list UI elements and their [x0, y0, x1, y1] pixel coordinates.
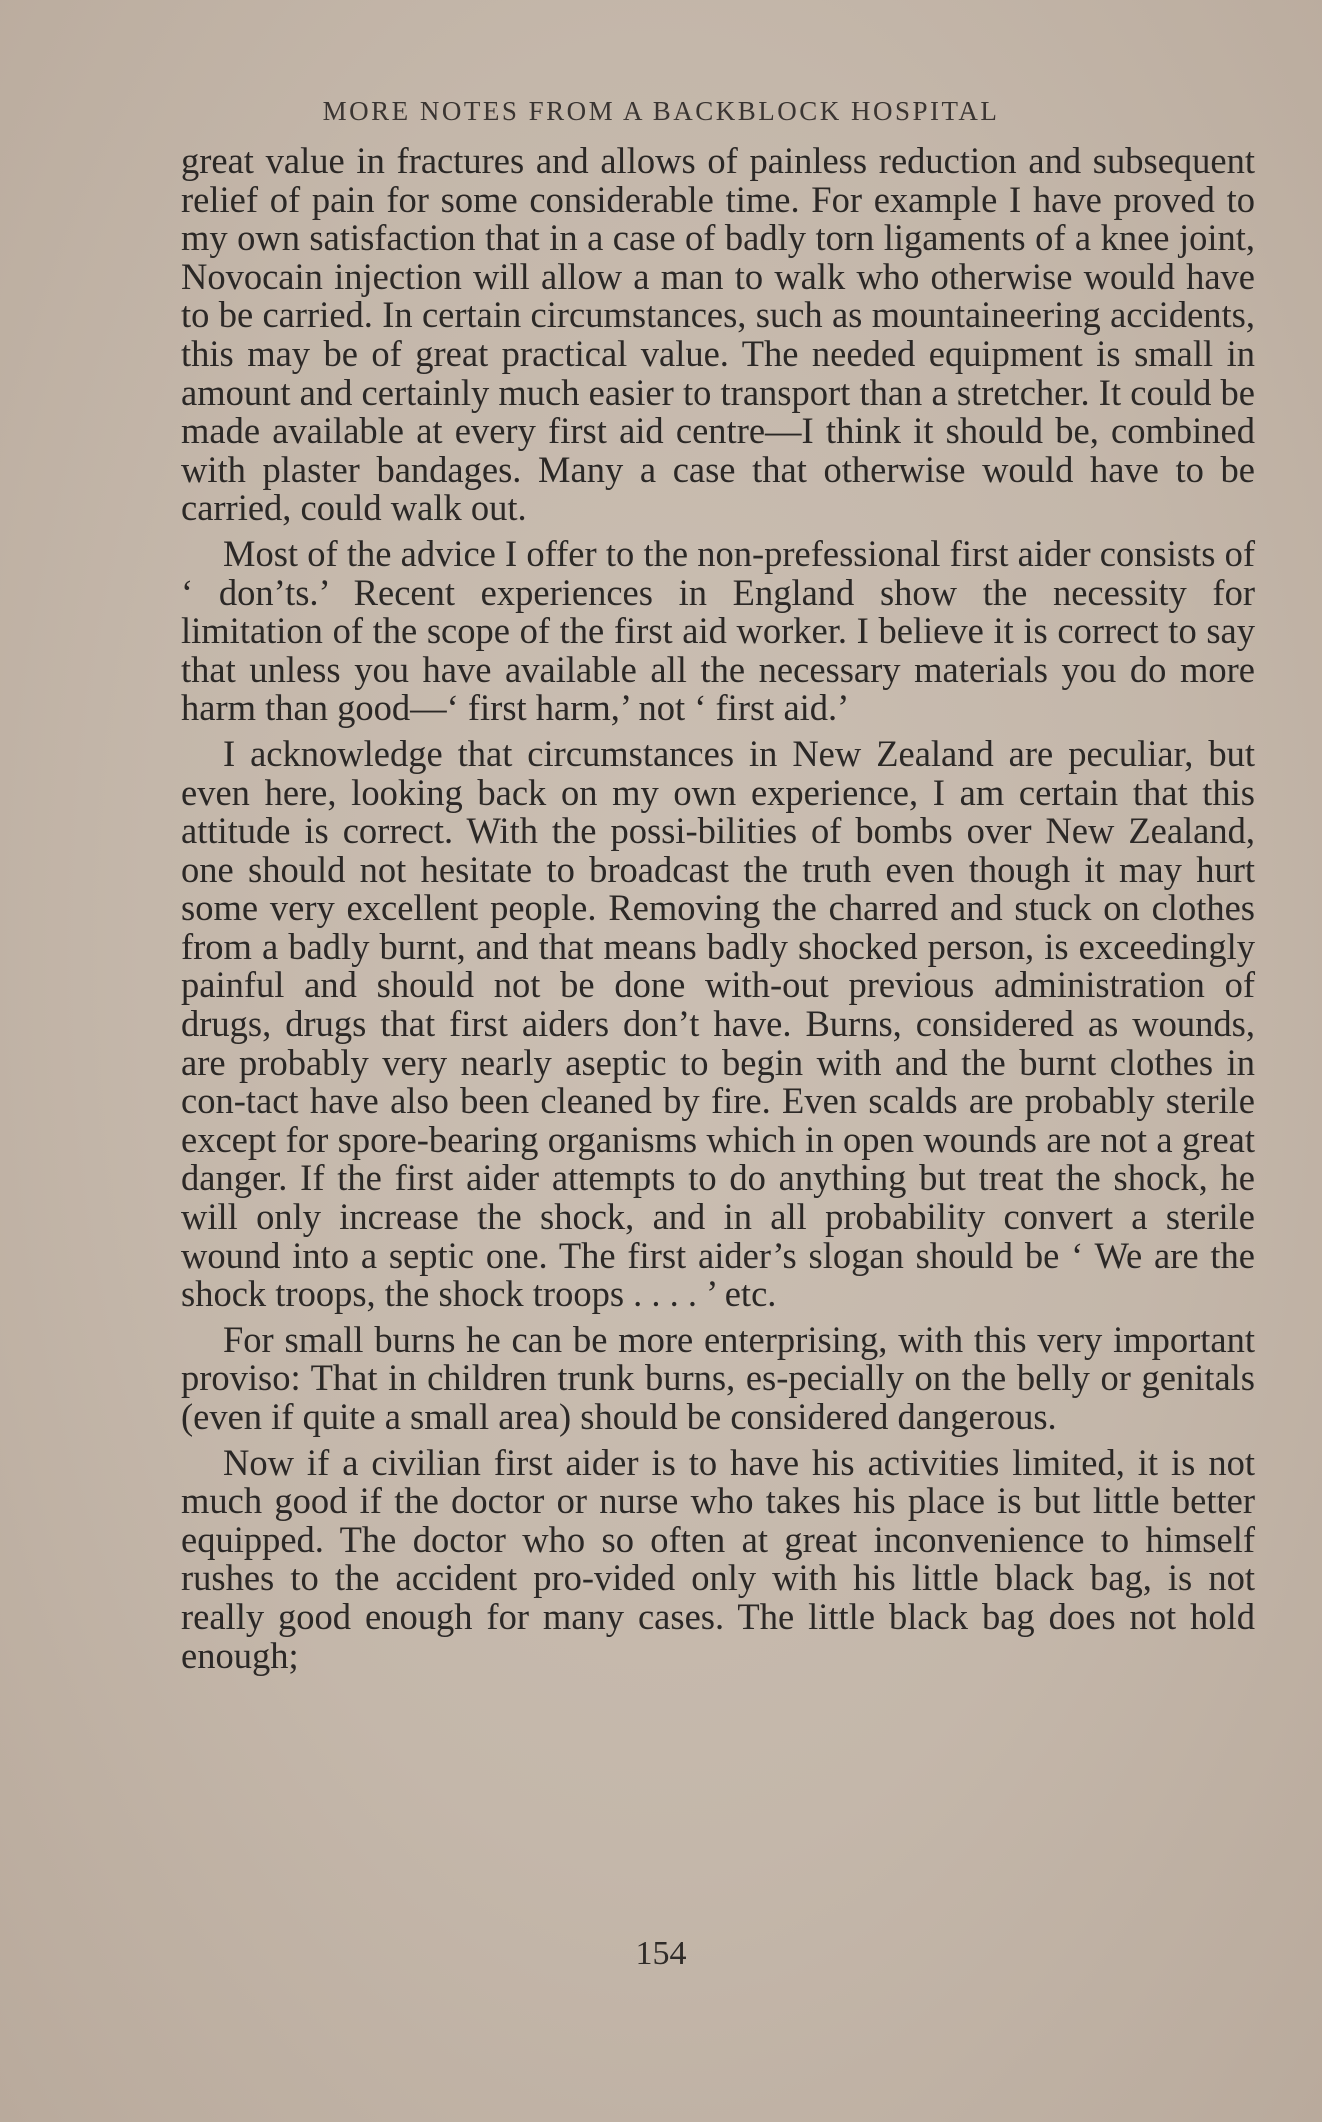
running-head: MORE NOTES FROM A BACKBLOCK HOSPITAL — [322, 96, 1000, 126]
paragraph-1: great value in fractures and allows of painless reduction and subsequent relief of pain for some considerable time. For example I have proved to my own satisfaction that in a case of badly torn ligaments of a knee joint, Novocain injection will allow a man to walk who otherwise would have to be carried. In certain circumstances, such as mountaineering accidents, this may be of great practical value. The needed equipment is small in amount and certainly much easier to transport than a stretcher. It could be made available at every first aid centre—I think it should be, combined with plaster bandages. Many a case that otherwise would have to be carried, could walk out. — [181, 140, 1255, 529]
page-number: 154 — [635, 1935, 687, 1972]
paragraph-3: I acknowledge that circumstances in New Zealand are peculiar, but even here, looking back on my own experience, I am certain that this attitude is correct. With the possi-bilities of bombs over New Zealand, one should not hesitate to broadcast the truth even though it may hurt some very excellent people. Removing the charred and stuck on clothes from a badly burnt, and that means badly shocked person, is exceedingly painful and should not be done with-out previous administration of drugs, drugs that first aiders don’t have. Burns, considered as wounds, are probably very nearly aseptic to begin with and the burnt clothes in con-tact have also been cleaned by fire. Even scalds are probably sterile except for spore-bearing organisms which in open wounds are not a great danger. If the first aider attempts to do anything but treat the shock, he will only increase the shock, and in all probability convert a sterile wound into a septic one. The first aider’s slogan should be ‘ We are the shock troops, the shock troops . . . . ’ etc. — [181, 732, 1255, 1315]
paragraph-4: For small burns he can be more enterprising, with this very important proviso: That in children trunk burns, es-pecially on the belly or genitals (even if quite a small area) should be considered dangerous. — [181, 1318, 1255, 1437]
body-text — [181, 142, 1255, 1682]
paragraph-2: Most of the advice I offer to the non-prefessional first aider consists of ‘ don’ts.’ Recent experiences in England show the necessity for limitation of the scope of the first aid worker. I believe it is correct to say that unless you have available all the necessary materials you do more harm than good—‘ first harm,’ not ‘ first aid.’ — [181, 532, 1255, 729]
paragraph-5: Now if a civilian first aider is to have his activities limited, it is not much good if the doctor or nurse who takes his place is but little better equipped. The doctor who so often at great inconvenience to himself rushes to the accident pro-vided only with his little black bag, is not really good enough for many cases. The little black bag does not hold enough; — [181, 1441, 1255, 1676]
